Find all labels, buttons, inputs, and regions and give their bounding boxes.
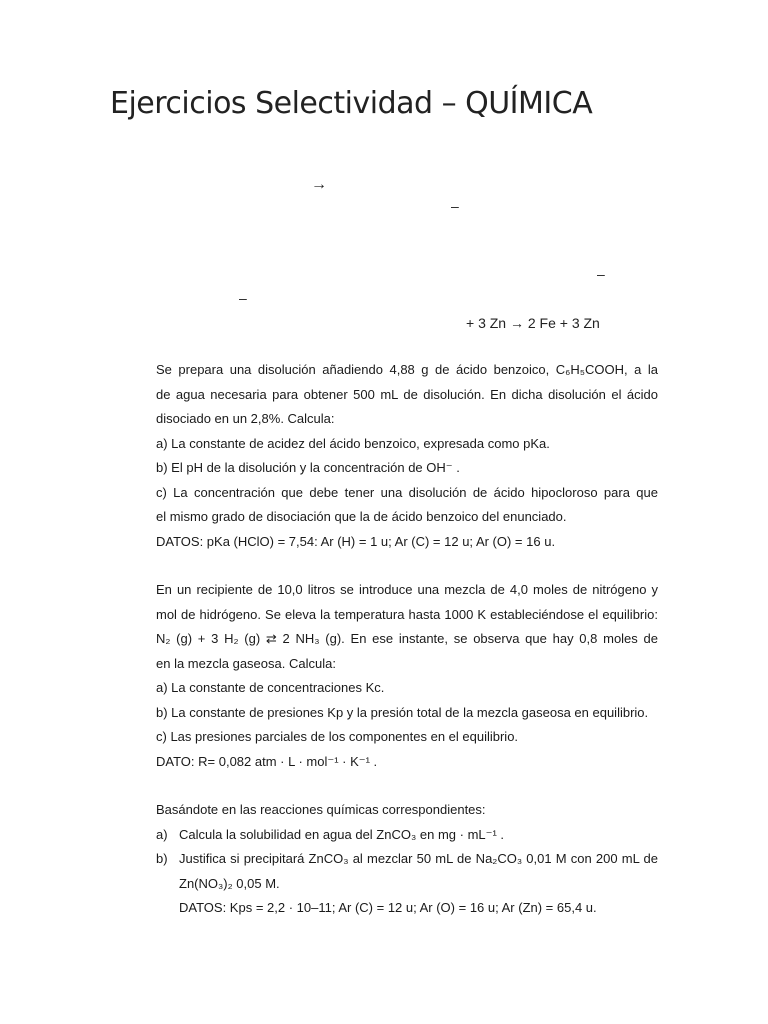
reaction-fragment: + 3 Zn → 2 Fe + 3 Zn	[466, 315, 600, 331]
exercise-line: a) La constante de concentraciones Kc.	[156, 680, 385, 695]
exercise-line: el mismo grado de disociación que la de ácido benzoico del enunciado.	[156, 509, 567, 524]
exercise-1	[156, 358, 658, 554]
exercise-line: a) La constante de acidez del ácido benzoico, expresada como pKa.	[156, 435, 550, 451]
exercise-intro: Basándote en las reacciones químicas correspondientes:	[156, 802, 486, 817]
item-label: b)	[156, 851, 168, 866]
list-item-b	[156, 847, 658, 872]
item-label: a)	[156, 826, 168, 842]
item-text: Justifica si precipitará ZnCO₃ al mezclar 50 mL de Na₂CO₃ 0,01 M con 200 mL de	[179, 851, 658, 866]
dash-fragment: –	[597, 266, 605, 282]
exercise-datos: DATOS: Kps = 2,2 · 10–11; Ar (C) = 12 u; Ar (O) = 16 u; Ar (Zn) = 65,4 u.	[179, 900, 597, 915]
exercise-line: disociado en un 2,8%. Calcula:	[156, 411, 335, 426]
exercise-line: mol de hidrógeno. Se eleva la temperatura hasta 1000 K estableciéndose el equilibrio:	[156, 606, 658, 622]
exercise-line: c) Las presiones parciales de los componentes en el equilibrio.	[156, 729, 519, 744]
item-text: Calcula la solubilidad en agua del ZnCO₃ en mg · mL⁻¹ .	[179, 826, 505, 842]
dash-fragment: –	[451, 198, 459, 214]
exercise-line: DATO: R= 0,082 atm · L · mol⁻¹ · K⁻¹ .	[156, 753, 378, 769]
exercise-line: c) La concentración que debe tener una disolución de ácido hipocloroso para que	[156, 484, 658, 500]
item-text-continued: Zn(NO₃)₂ 0,05 M.	[179, 875, 280, 891]
exercise-line: DATOS: pKa (HClO) = 7,54: Ar (H) = 1 u; Ar (C) = 12 u; Ar (O) = 16 u.	[156, 533, 556, 549]
exercise-line: b) La constante de presiones Kp y la presión total de la mezcla gaseosa en equilibrio.	[156, 704, 649, 720]
exercise-line: En un recipiente de 10,0 litros se introduce una mezcla de 4,0 moles de nitrógeno y	[156, 582, 658, 597]
exercise-line: en la mezcla gaseosa. Calcula:	[156, 655, 336, 671]
arrow-fragment: →	[311, 176, 327, 193]
exercise-line: b) El pH de la disolución y la concentración de OH⁻ .	[156, 460, 460, 475]
list-item-a	[156, 823, 658, 848]
exercise-line: N₂ (g) + 3 H₂ (g) ⇄ 2 NH₃ (g). En ese instante, se observa que hay 0,8 moles de	[156, 631, 658, 646]
dash-fragment: –	[239, 290, 247, 306]
exercise-3	[156, 798, 658, 921]
exercise-line: de agua necesaria para obtener 500 mL de disolución. En dicha disolución el ácido	[156, 386, 658, 402]
page-title: Ejercicios Selectividad – QUÍMICA	[110, 86, 593, 121]
exercise-2	[156, 578, 658, 774]
exercise-line: Se prepara una disolución añadiendo 4,88 g de ácido benzoico, C₆H₅COOH, a la	[156, 362, 658, 377]
